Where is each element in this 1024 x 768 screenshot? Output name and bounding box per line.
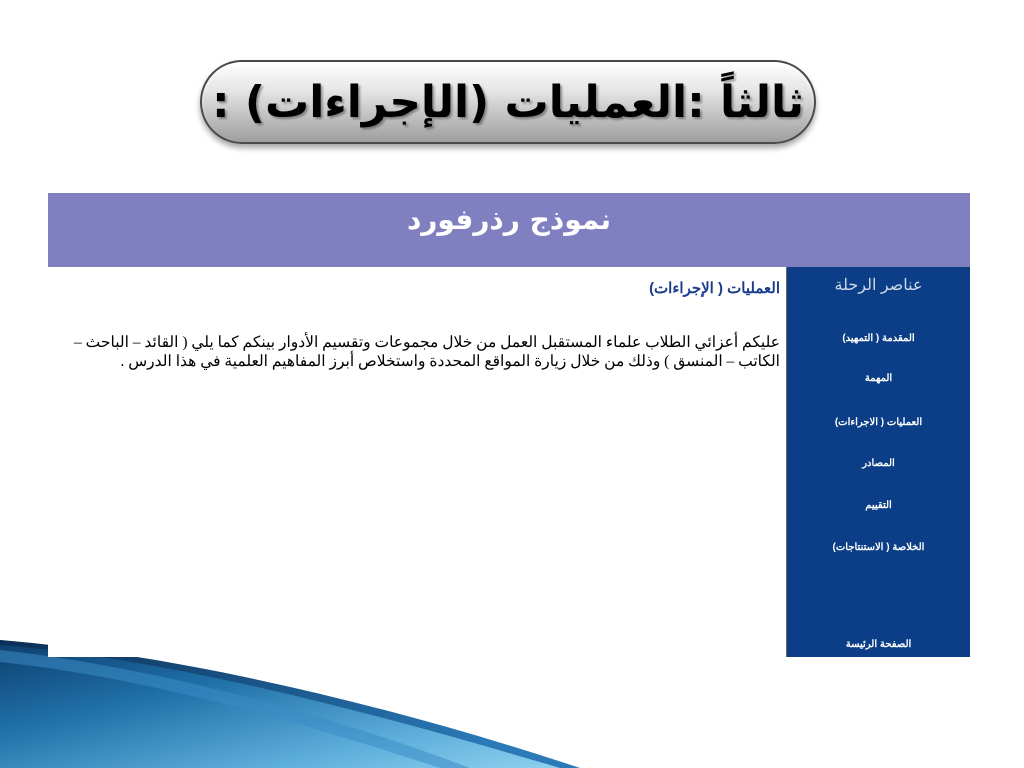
content-body-text: عليكم أعزائي الطلاب علماء المستقبل العمل من خلال مجموعات وتقسيم الأدوار بينكم كما يلي ( القائد – الباحث – الكاتب – المنسق ) وذلك من خلال زيارة المواقع المحددة واستخلاص أبرز المفاهيم العلمية في هذا الدرس . <box>74 334 780 370</box>
sidebar-item-process[interactable]: العمليات ( الاجراءات) <box>834 417 923 428</box>
sidebar-item-conclusion[interactable]: الخلاصة ( الاستنتاجات) <box>832 542 925 553</box>
sidebar-item-resources[interactable]: المصادر <box>862 458 895 469</box>
content-heading: العمليات ( الإجراءات) <box>649 280 780 297</box>
sidebar-item-evaluation[interactable]: التقييم <box>865 500 892 511</box>
sidebar-item-task[interactable]: المهمة <box>864 373 893 384</box>
content-panel <box>48 267 786 657</box>
sidebar-header: عناصر الرحلة <box>834 277 923 294</box>
sidebar-nav <box>786 267 970 657</box>
sidebar-item-home[interactable]: الصفحة الرئيسة <box>845 639 912 650</box>
webquest-title: نموذج رذرفورد <box>406 203 612 236</box>
slide-title-banner <box>200 60 816 144</box>
sidebar-item-introduction[interactable]: المقدمة ( التمهيد) <box>842 333 915 344</box>
webquest-header-band <box>48 193 970 267</box>
slide-title: ثالثاً :العمليات (الإجراءات) : <box>211 76 805 128</box>
